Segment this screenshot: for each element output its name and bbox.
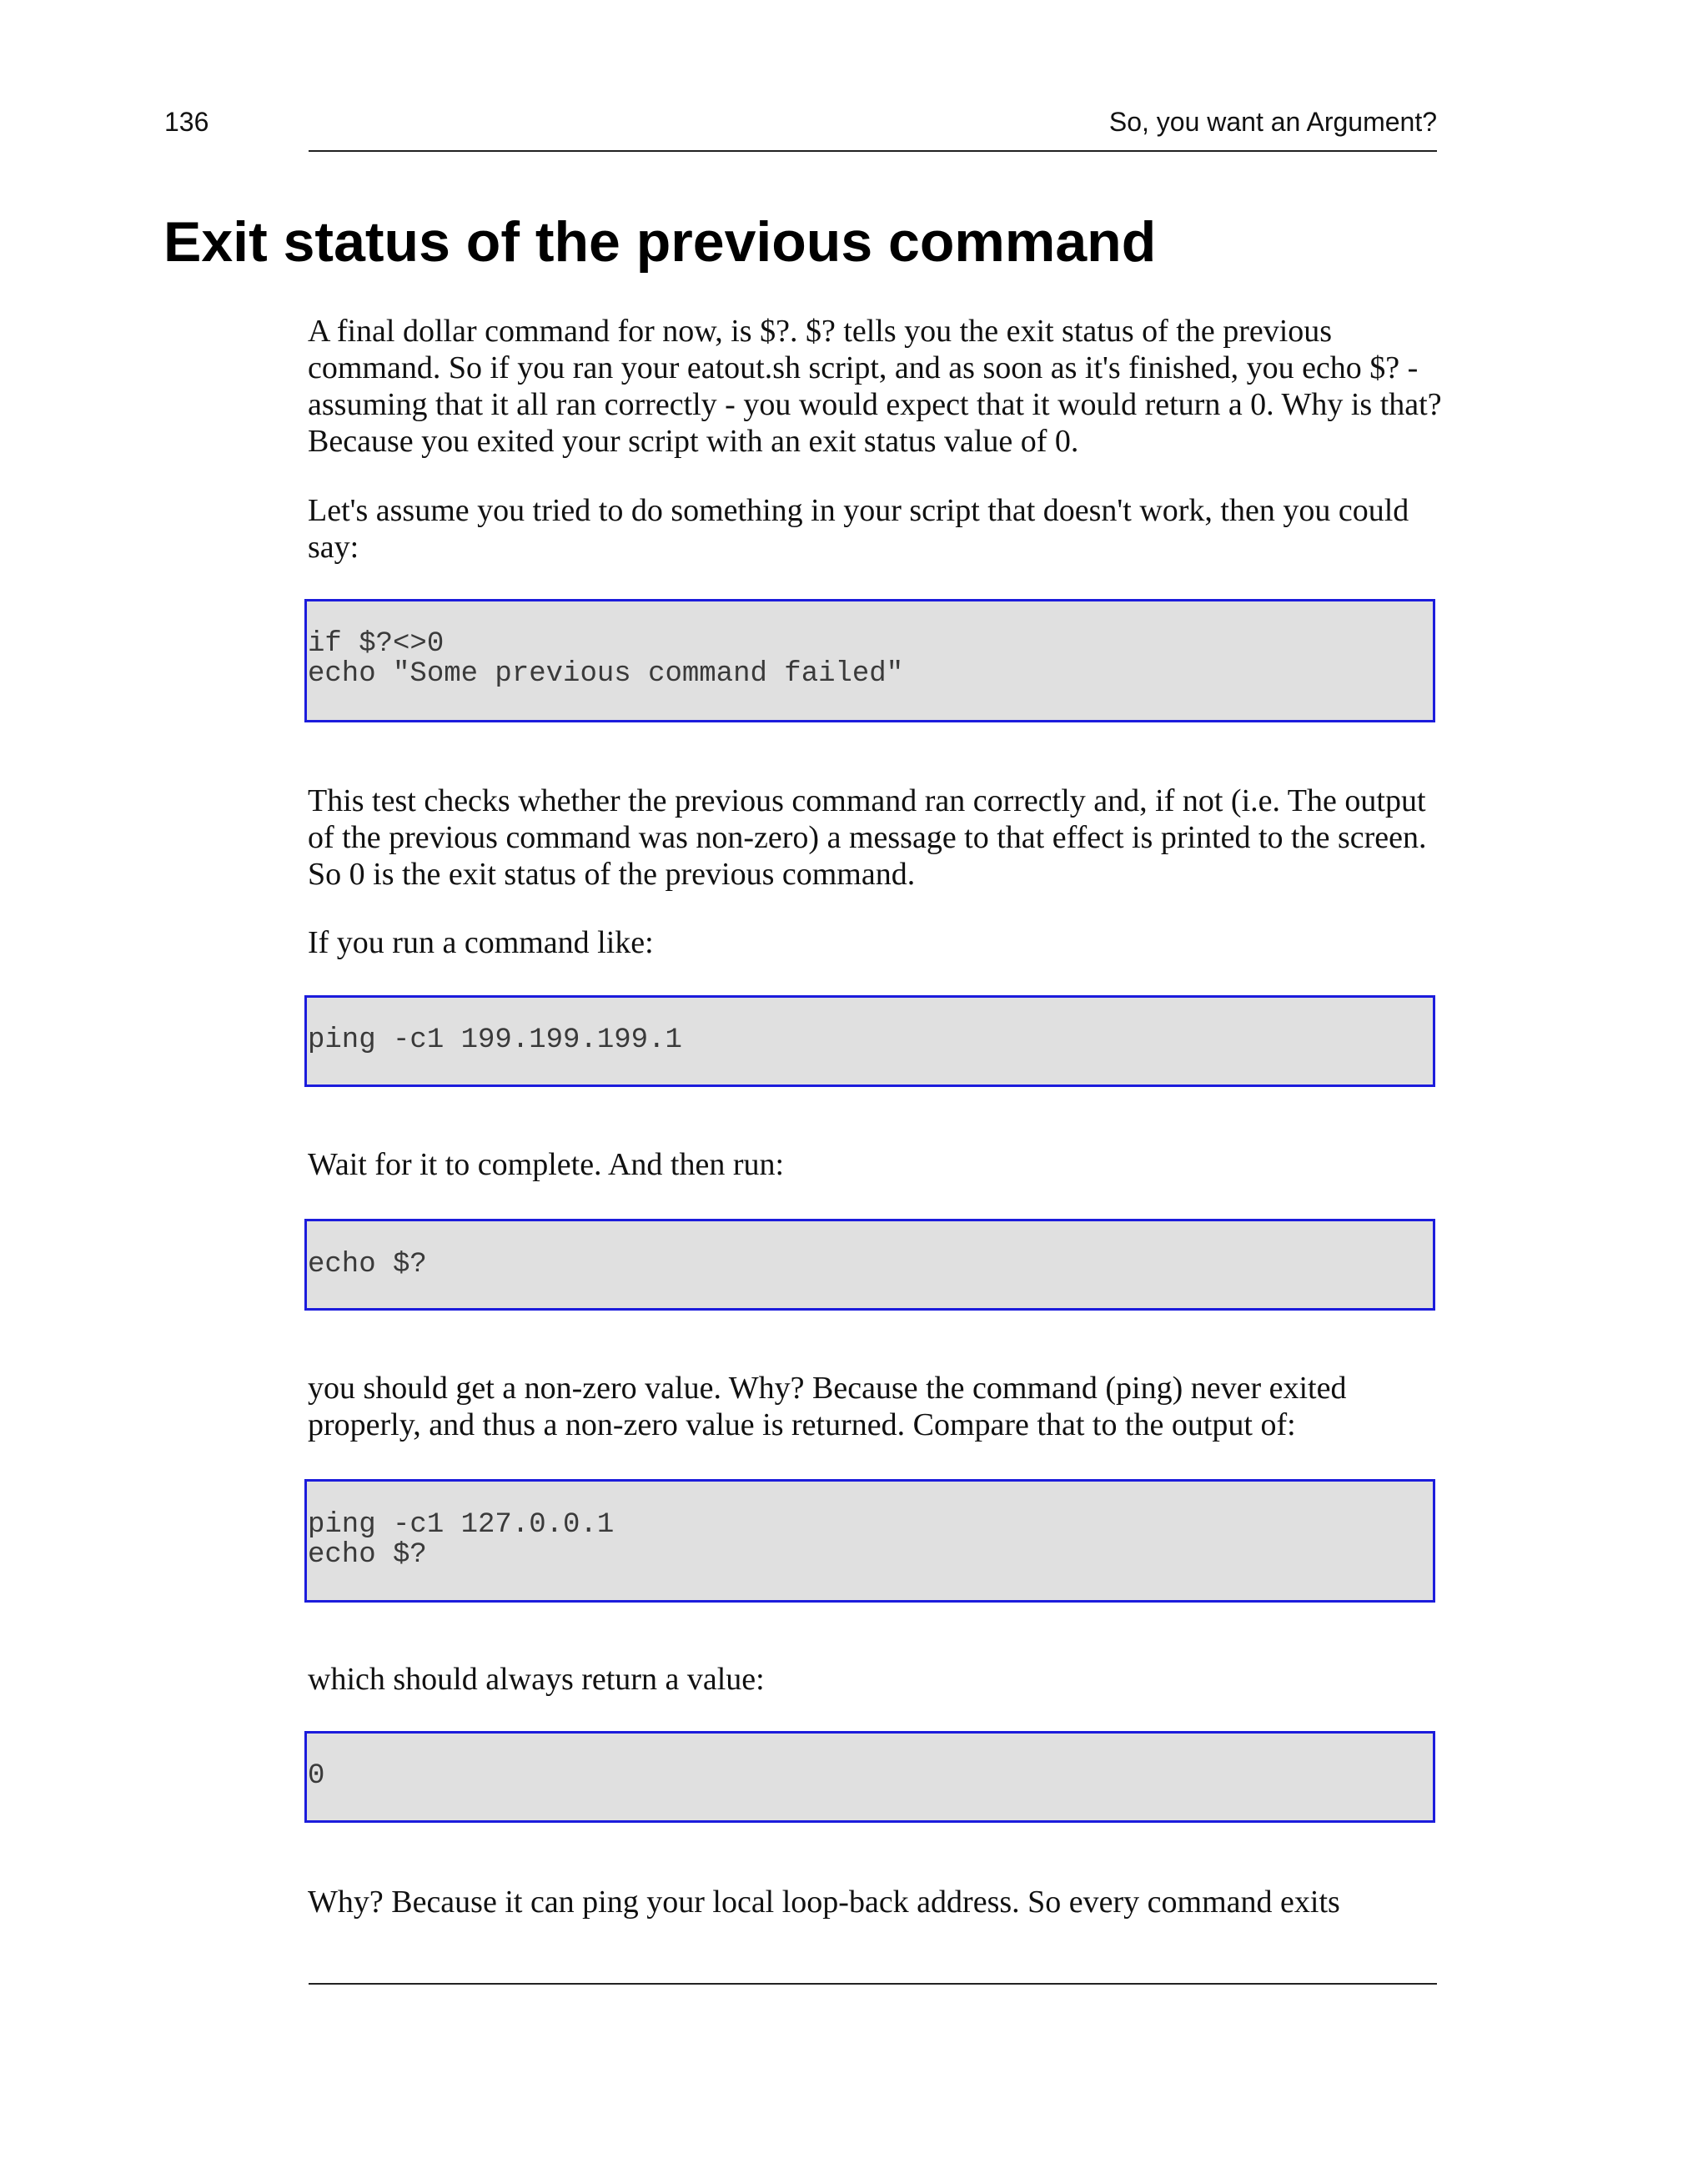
code-text: if $?<>0 echo "Some previous command failed"	[308, 628, 904, 690]
header-rule	[309, 150, 1437, 152]
paragraph-test-explanation: This test checks whether the previous command ran correctly and, if not (i.e. The output of the previous command was non-zero) a message to that effect is printed to the screen. So 0 is the exit status of the previous command.	[308, 783, 1427, 892]
code-text: 0	[308, 1760, 325, 1792]
page-number: 136	[164, 107, 209, 137]
code-block-ping-loopback	[304, 1479, 1435, 1603]
code-block-output-zero	[304, 1731, 1435, 1823]
code-text: echo $?	[308, 1249, 427, 1281]
paragraph-exit-status-intro: A final dollar command for now, is $?. $? tells you the exit status of the previous command. So if you ran your eatout.sh script, and as soon as it's finished, you echo $? - assuming that it all ran correctly - you would expect that it would return a 0. Why is that? Because you exited your script with an exit status value of 0.	[308, 314, 1442, 459]
code-block-if-test	[304, 599, 1435, 722]
paragraph-always-return: which should always return a value:	[308, 1662, 765, 1697]
paragraph-assume-failure: Let's assume you tried to do something in your script that doesn't work, then you could say:	[308, 493, 1409, 565]
paragraph-run-command: If you run a command like:	[308, 925, 654, 960]
code-block-echo-status	[304, 1219, 1435, 1311]
running-head-title: So, you want an Argument?	[1108, 107, 1437, 137]
footer-rule	[309, 1983, 1437, 1985]
code-text: ping -c1 127.0.0.1 echo $?	[308, 1509, 615, 1571]
paragraph-non-zero-value: you should get a non-zero value. Why? Because the command (ping) never exited properly, and thus a non-zero value is returned. Compare that to the output of:	[308, 1371, 1347, 1442]
code-block-ping-remote	[304, 995, 1435, 1087]
paragraph-wait-complete: Wait for it to complete. And then run:	[308, 1147, 785, 1182]
section-title: Exit status of the previous command	[163, 210, 1157, 274]
code-text: ping -c1 199.199.199.1	[308, 1024, 682, 1056]
paragraph-loopback-reason: Why? Because it can ping your local loop-back address. So every command exits	[308, 1885, 1340, 1920]
